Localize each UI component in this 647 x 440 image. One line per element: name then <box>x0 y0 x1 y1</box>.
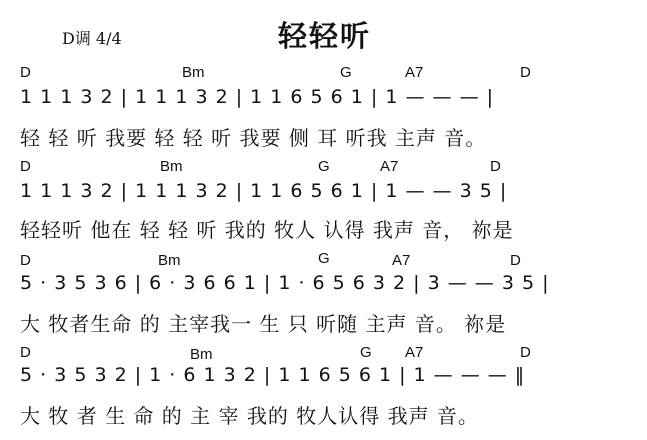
song-title: 轻轻听 <box>278 19 372 53</box>
chord: D <box>20 344 31 361</box>
chord: D <box>520 64 531 81</box>
lyric-line: 轻 轻 听 我要 轻 轻 听 我要 侧 耳 听我 主声 音。 <box>20 126 487 150</box>
notation-line: 1 1 1 3 2 | 1 1 1 3 2 | 1 1 6 5 6 1 | 1 — — — | <box>20 86 495 108</box>
chord: G <box>318 158 330 175</box>
chord: G <box>340 64 352 81</box>
lyric-line: 大 牧者生命 的 主宰我一 生 只 听随 主声 音。 祢是 <box>20 312 507 336</box>
notation-line: 1 1 1 3 2 | 1 1 1 3 2 | 1 1 6 5 6 1 | 1 — — 3 5 | <box>20 180 508 202</box>
chord: G <box>318 250 330 267</box>
lyric-line: 大 牧 者 生 命 的 主 宰 我的 牧人认得 我声 音。 <box>20 404 479 428</box>
chord: Bm <box>160 158 183 175</box>
chord: D <box>510 252 521 269</box>
chord: Bm <box>190 346 213 363</box>
chord: G <box>360 344 372 361</box>
lyric-line: 轻轻听 他在 轻 轻 听 我的 牧人 认得 我声 音， 祢是 <box>20 218 514 242</box>
chord: A7 <box>380 158 399 175</box>
chord: D <box>490 158 501 175</box>
chord: D <box>20 64 31 81</box>
notation-line: 5 · 3 5 3 6 | 6 · 3 6 6 1 | 1 · 6 5 6 3 2 | 3 — — 3 5 | <box>20 272 550 294</box>
key-signature: D调 4/4 <box>62 29 122 48</box>
chord: D <box>520 344 531 361</box>
notation-line: 5 · 3 5 3 2 | 1 · 6 1 3 2 | 1 1 6 5 6 1 | 1 — — — ‖ <box>20 364 526 386</box>
chord: A7 <box>392 252 411 269</box>
chord: Bm <box>158 252 181 269</box>
chord: A7 <box>405 344 424 361</box>
chord: D <box>20 158 31 175</box>
chord: D <box>20 252 31 269</box>
chord: Bm <box>182 64 205 81</box>
chord: A7 <box>405 64 424 81</box>
